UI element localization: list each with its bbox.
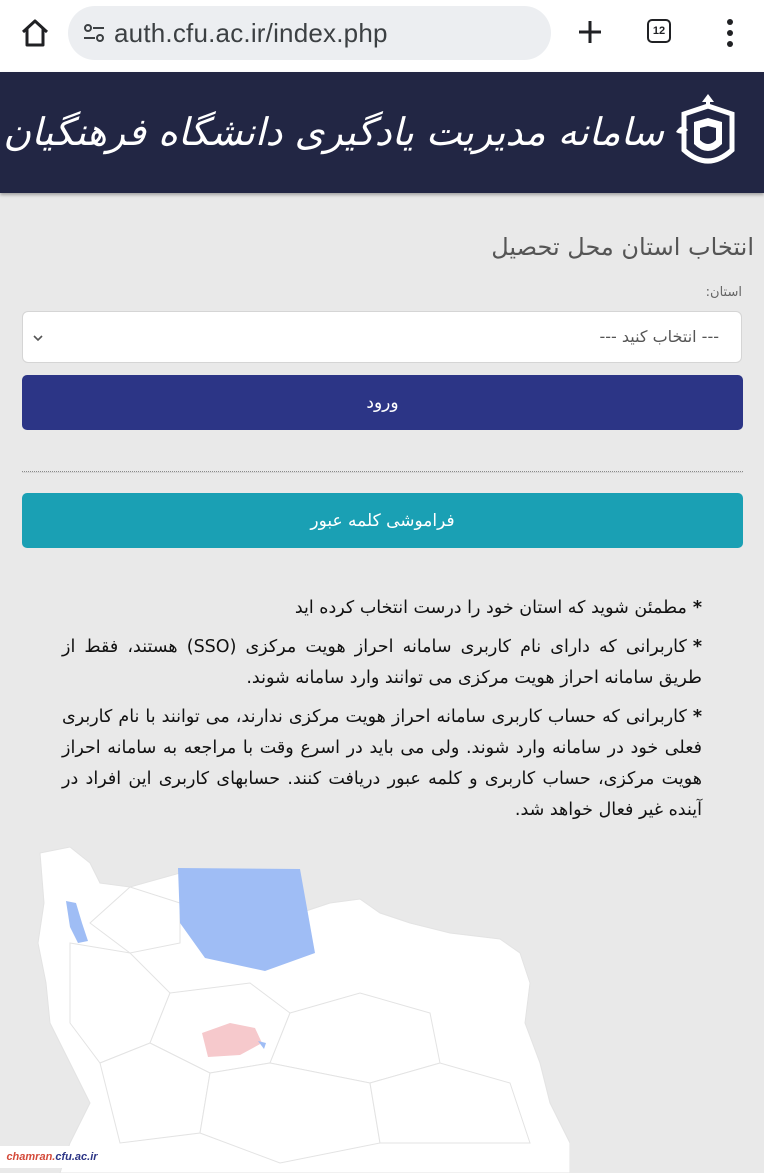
tab-switcher-icon[interactable] (647, 19, 671, 43)
watermark-part1: chamran. (6, 1151, 56, 1163)
home-icon[interactable] (18, 16, 52, 50)
address-bar[interactable] (68, 6, 551, 60)
page-heading: انتخاب استان محل تحصیل (491, 233, 754, 261)
university-logo (674, 92, 742, 174)
site-header (0, 72, 764, 193)
url-text[interactable]: auth.cfu.ac.ir/index.php (114, 18, 388, 48)
note-text: کاربرانی که دارای نام کاربری سامانه احراز هویت مرکزی (SSO) هستند، فقط از طریق سامانه احراز هویت مرکزی می توانند وارد سامانه شوند. (62, 637, 702, 688)
new-tab-icon[interactable] (574, 16, 606, 48)
watermark-part2: cfu.ac.ir (55, 1151, 98, 1163)
tab-count: 12 (652, 25, 666, 37)
note-text: کاربرانی که حساب کاربری سامانه احراز هویت مرکزی ندارند، می توانند با نام کاربری فعلی خود در سامانه وارد شوند. ولی می باید در اسرع وقت با مراجعه به سامانه احراز هویت مرکزی، حساب کاربری و کلمه عبور دریافت کنند. حسابهای کاربری این افراد در آینده غیر فعال خواهد شد. (62, 707, 702, 820)
site-watermark (0, 1146, 104, 1168)
site-settings-icon[interactable] (82, 21, 106, 45)
site-title: سامانه مدیریت یادگیری دانشگاه فرهنگیان (3, 110, 664, 154)
note-item: *کاربرانی که دارای نام کاربری سامانه احراز هویت مرکزی (SSO) هستند، فقط از طریق سامانه احراز هویت مرکزی می توانند وارد سامانه شوند. (62, 637, 702, 688)
note-item: *مطمئن شوید که استان خود را درست انتخاب کرده اید (294, 598, 702, 618)
province-select-value: --- انتخاب کنید --- (599, 327, 719, 346)
note-item: *کاربرانی که حساب کاربری سامانه احراز هویت مرکزی ندارند، می توانند با نام کاربری فعلی خود در سامانه وارد شوند. ولی می باید در اسرع وقت با مراجعه به سامانه احراز هویت مرکزی، حساب کاربری و کلمه عبور دریافت کنند. حسابهای کاربری این افراد در آینده غیر فعال خواهد شد. (62, 707, 702, 820)
province-select[interactable] (22, 311, 742, 363)
note-text: مطمئن شوید که استان خود را درست انتخاب کرده اید (294, 598, 687, 618)
browser-toolbar (0, 0, 764, 72)
chevron-down-icon (31, 330, 45, 344)
province-label: استان: (705, 285, 742, 300)
main-content (0, 193, 764, 1173)
login-button[interactable]: ورود (22, 375, 743, 430)
forgot-password-button[interactable]: فراموشی کلمه عبور (22, 493, 743, 548)
divider (22, 471, 743, 473)
overflow-menu-icon[interactable] (718, 15, 742, 51)
province-map[interactable] (30, 843, 570, 1173)
notes (62, 593, 702, 834)
